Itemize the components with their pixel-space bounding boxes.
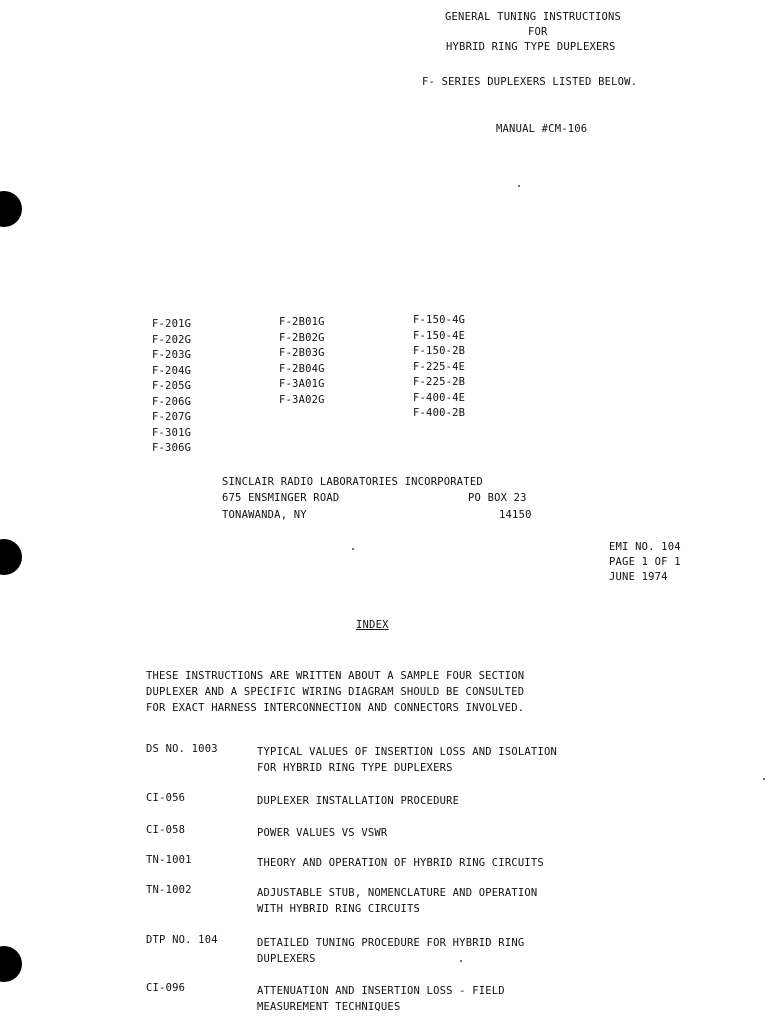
model-number: F-202G (152, 333, 192, 346)
model-number: F-201G (152, 318, 192, 330)
company-po-box: PO BOX 23 (468, 492, 527, 504)
index-entry-description-line: ADJUSTABLE STUB, NOMENCLATURE AND OPERATION (257, 887, 538, 899)
model-number: F-2B04G (279, 362, 325, 375)
title-line-1: GENERAL TUNING INSTRUCTIONS (445, 11, 622, 23)
model-number: F-150-4G (413, 314, 466, 326)
punch-hole-bottom (0, 946, 22, 982)
index-entry-description-line: DUPLEXERS (257, 953, 316, 965)
index-entry-code: CI-056 (146, 792, 186, 804)
model-number: F-150-4E (413, 329, 466, 342)
index-entry-description-line: DETAILED TUNING PROCEDURE FOR HYBRID RING (257, 937, 525, 949)
company-city: TONAWANDA, NY (222, 509, 307, 521)
intro-line: FOR EXACT HARNESS INTERCONNECTION AND CONNECTORS INVOLVED. (146, 702, 525, 714)
model-number: F-301G (152, 426, 192, 439)
model-number: F-206G (152, 395, 192, 408)
index-entry-description (257, 825, 387, 841)
model-number: F-2B02G (279, 331, 325, 344)
index-entry-description-line: MEASUREMENT TECHNIQUES (257, 1001, 401, 1013)
intro-line: DUPLEXER AND A SPECIFIC WIRING DIAGRAM SHOULD BE CONSULTED (146, 686, 525, 698)
index-entry-code: TN-1002 (146, 884, 192, 896)
index-entry-code: CI-096 (146, 982, 186, 994)
model-number: F-306G (152, 442, 192, 454)
index-entry-description (257, 855, 544, 871)
series-note: F- SERIES DUPLEXERS LISTED BELOW. (422, 76, 638, 88)
model-number: F-3A02G (279, 393, 325, 406)
model-list-column-3 (413, 313, 465, 422)
model-number: F-400-4E (413, 391, 466, 404)
index-intro (146, 668, 524, 716)
scan-speck (518, 185, 520, 187)
title-line-3: HYBRID RING TYPE DUPLEXERS (446, 41, 616, 53)
index-entry-code: TN-1001 (146, 854, 192, 866)
index-entry-description (257, 935, 524, 967)
model-number: F-2B01G (279, 316, 325, 328)
company-name: SINCLAIR RADIO LABORATORIES INCORPORATED (222, 476, 483, 488)
punch-hole-middle (0, 539, 22, 575)
index-entry-description (257, 983, 505, 1015)
model-number: F-150-2B (413, 345, 466, 357)
manual-number: MANUAL #CM-106 (496, 123, 588, 135)
index-entry-description-line: THEORY AND OPERATION OF HYBRID RING CIRCUITS (257, 857, 544, 869)
model-number: F-225-2B (413, 376, 466, 388)
model-list-column-2 (279, 315, 325, 408)
issue-date: JUNE 1974 (609, 571, 668, 583)
model-number: F-203G (152, 349, 192, 361)
index-entry-code: DTP NO. 104 (146, 934, 218, 946)
index-entry-description-line: FOR HYBRID RING TYPE DUPLEXERS (257, 762, 453, 774)
emi-number: EMI NO. 104 (609, 541, 681, 553)
model-number: F-400-2B (413, 407, 466, 419)
index-entry-description-line: POWER VALUES VS VSWR (257, 827, 388, 839)
model-number: F-3A01G (279, 378, 325, 390)
punch-hole-top (0, 191, 22, 227)
index-entry-description-line: DUPLEXER INSTALLATION PROCEDURE (257, 795, 460, 807)
index-entry-code: DS NO. 1003 (146, 743, 218, 755)
intro-line: THESE INSTRUCTIONS ARE WRITTEN ABOUT A SAMPLE FOUR SECTION (146, 670, 525, 682)
index-entry-description-line: ATTENUATION AND INSERTION LOSS - FIELD (257, 985, 505, 997)
model-list-column-1 (152, 317, 191, 457)
index-entry-description-line: WITH HYBRID RING CIRCUITS (257, 903, 421, 915)
index-entry-description (257, 793, 459, 809)
company-address: 675 ENSMINGER ROAD (222, 492, 340, 504)
title-line-2: FOR (528, 26, 548, 38)
scan-speck (763, 778, 765, 780)
model-number: F-204G (152, 364, 192, 377)
model-number: F-207G (152, 411, 192, 423)
page-number: PAGE 1 OF 1 (609, 556, 681, 568)
company-zip: 14150 (499, 509, 532, 521)
model-number: F-225-4E (413, 360, 466, 373)
model-number: F-205G (152, 380, 192, 392)
model-number: F-2B03G (279, 347, 325, 359)
index-heading: INDEX (356, 619, 389, 631)
index-entry-description-line: TYPICAL VALUES OF INSERTION LOSS AND ISOLATION (257, 746, 557, 758)
index-entry-description (257, 885, 537, 917)
index-entry-code: CI-058 (146, 824, 186, 836)
scan-speck (352, 548, 354, 550)
index-entry-description (257, 744, 557, 776)
